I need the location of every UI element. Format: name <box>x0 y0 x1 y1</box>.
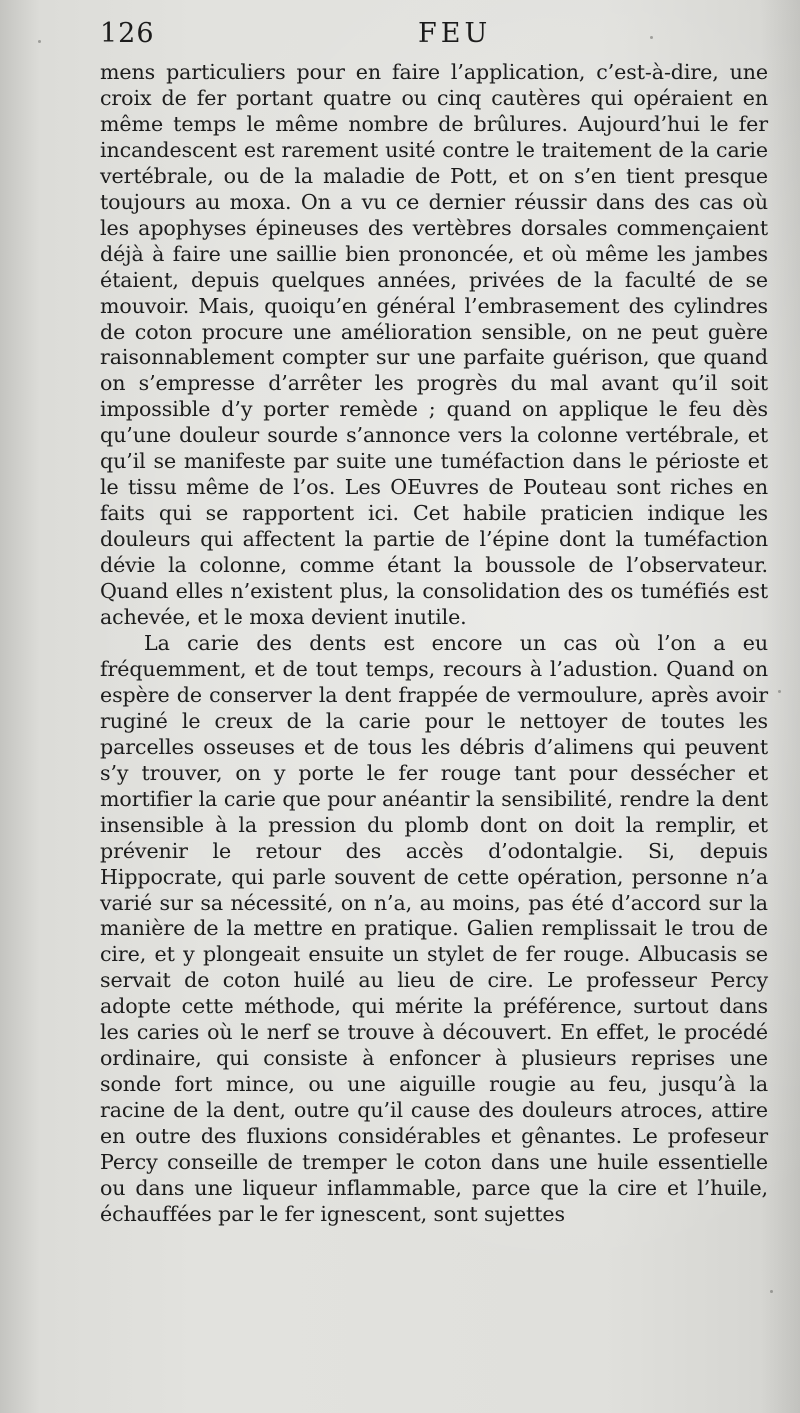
paper-speck <box>650 36 653 39</box>
body-text <box>100 60 768 1228</box>
page-number: 126 <box>100 18 155 49</box>
paragraph-moxa-vertebral-caries: mens particuliers pour en faire l’application, c’est-à-dire, une croix de fer portant quatre ou cinq cautères qui opéraient en même temps le même nombre de brûlures. Aujourd’hui le fer incandescent est rarement usité contre le traitement de la carie vertébrale, ou de la maladie de Pott, et on s’en tient presque toujours au moxa. On a vu ce dernier réussir dans des cas où les apophyses épineuses des vertèbres dorsales commençaient déjà à faire une saillie bien prononcée, et où même les jambes étaient, depuis quelques années, privées de la faculté de se mouvoir. Mais, quoiqu’en général l’embrasement des cylindres de coton procure une amélioration sensible, on ne peut guère raisonnablement compter sur une parfaite guérison, que quand on s’empresse d’arrêter les progrès du mal avant qu’il soit impossible d’y porter remède ; quand on applique le feu dès qu’une douleur sourde s’annonce vers la colonne vertébrale, et qu’il se manifeste par suite une tuméfaction dans le périoste et le tissu même de l’os. Les OEuvres de Pouteau sont riches en faits qui se rapportent ici. Cet habile praticien indique les douleurs qui affectent la partie de l’épine dont la tuméfaction dévie la colonne, comme étant la boussole de l’observateur. Quand elles n’existent plus, la consolidation des os tuméfiés est achevée, et le moxa devient inutile. <box>100 60 768 630</box>
paper-speck <box>38 40 41 43</box>
running-head: FEU <box>418 18 492 49</box>
paper-speck <box>770 1290 773 1293</box>
page-header <box>100 18 768 58</box>
paper-speck <box>778 690 781 693</box>
paragraph-dental-caries: La carie des dents est encore un cas où l’on a eu fréquemment, et de tout temps, recours à l’adustion. Quand on espère de conserver la dent frappée de vermoulure, après avoir ruginé le creux de la carie pour le nettoyer de toutes les parcelles osseuses et de tous les débris d’alimens qui peuvent s’y trouver, on y porte le fer rouge tant pour dessécher et mortifier la carie que pour anéantir la sensibilité, rendre la dent insensible à la pression du plomb dont on doit la remplir, et prévenir le retour des accès d’odontalgie. Si, depuis Hippocrate, qui parle souvent de cette opération, personne n’a varié sur sa nécessité, on n’a, au moins, pas été d’accord sur la manière de la mettre en pratique. Galien remplissait le trou de cire, et y plongeait ensuite un stylet de fer rouge. Albucasis se servait de coton huilé au lieu de cire. Le professeur Percy adopte cette méthode, qui mérite la préférence, surtout dans les caries où le nerf se trouve à découvert. En effet, le procédé ordinaire, qui consiste à enfoncer à plusieurs reprises une sonde fort mince, ou une aiguille rougie au feu, jusqu’à la racine de la dent, outre qu’il cause des douleurs atroces, attire en outre des fluxions considérables et gênantes. Le profeseur Percy conseille de tremper le coton dans une huile essentielle ou dans une liqueur inflammable, parce que la cire et l’huile, échauffées par le fer ignescent, sont sujettes <box>100 630 768 1226</box>
